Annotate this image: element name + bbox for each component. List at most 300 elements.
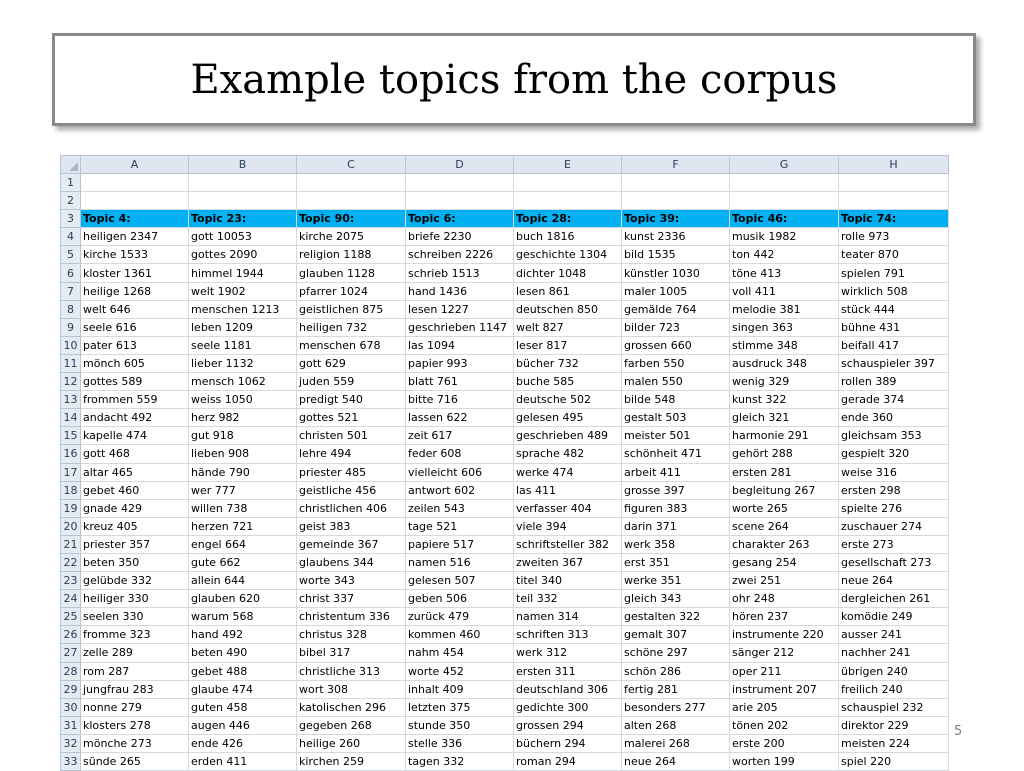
row-number[interactable]: 22 xyxy=(61,553,81,571)
table-cell[interactable]: schriften 313 xyxy=(514,626,622,644)
table-cell[interactable]: priester 357 xyxy=(81,535,189,553)
column-header[interactable]: E xyxy=(514,156,622,174)
table-cell[interactable]: schriftsteller 382 xyxy=(514,535,622,553)
table-cell[interactable]: seele 616 xyxy=(81,318,189,336)
row-number[interactable]: 23 xyxy=(61,572,81,590)
table-cell[interactable] xyxy=(622,192,730,210)
table-cell[interactable]: ausser 241 xyxy=(839,626,949,644)
table-cell[interactable]: schauspieler 397 xyxy=(839,354,949,372)
table-cell[interactable]: geschrieben 1147 xyxy=(406,318,514,336)
row-number[interactable]: 24 xyxy=(61,590,81,608)
table-cell[interactable]: tagen 332 xyxy=(406,753,514,771)
table-cell[interactable]: feder 608 xyxy=(406,445,514,463)
table-cell[interactable]: zwei 251 xyxy=(730,572,839,590)
table-cell[interactable]: las 1094 xyxy=(406,336,514,354)
column-header[interactable]: G xyxy=(730,156,839,174)
table-cell[interactable]: warum 568 xyxy=(189,608,297,626)
table-cell[interactable]: nahm 454 xyxy=(406,644,514,662)
table-cell[interactable]: heiligen 732 xyxy=(297,318,406,336)
row-number[interactable]: 27 xyxy=(61,644,81,662)
table-cell[interactable]: kloster 1361 xyxy=(81,264,189,282)
row-number[interactable]: 32 xyxy=(61,734,81,752)
table-cell[interactable]: welt 1902 xyxy=(189,282,297,300)
table-cell[interactable]: willen 738 xyxy=(189,499,297,517)
table-cell[interactable]: bild 1535 xyxy=(622,246,730,264)
table-cell[interactable] xyxy=(81,192,189,210)
table-cell[interactable]: wirklich 508 xyxy=(839,282,949,300)
table-cell[interactable]: lesen 861 xyxy=(514,282,622,300)
table-cell[interactable]: geist 383 xyxy=(297,517,406,535)
table-cell[interactable] xyxy=(730,192,839,210)
table-cell[interactable]: harmonie 291 xyxy=(730,427,839,445)
table-cell[interactable]: heilige 260 xyxy=(297,734,406,752)
table-cell[interactable]: heilige 1268 xyxy=(81,282,189,300)
table-cell[interactable] xyxy=(297,192,406,210)
table-cell[interactable]: titel 340 xyxy=(514,572,622,590)
table-cell[interactable]: werke 351 xyxy=(622,572,730,590)
table-cell[interactable]: las 411 xyxy=(514,481,622,499)
table-cell[interactable]: menschen 1213 xyxy=(189,300,297,318)
table-cell[interactable]: musik 1982 xyxy=(730,228,839,246)
table-cell[interactable]: fromme 323 xyxy=(81,626,189,644)
table-cell[interactable]: geistlichen 875 xyxy=(297,300,406,318)
table-cell[interactable]: frommen 559 xyxy=(81,391,189,409)
table-cell[interactable]: pater 613 xyxy=(81,336,189,354)
table-cell[interactable]: meister 501 xyxy=(622,427,730,445)
table-cell[interactable]: ton 442 xyxy=(730,246,839,264)
table-cell[interactable]: antwort 602 xyxy=(406,481,514,499)
table-cell[interactable]: direktor 229 xyxy=(839,716,949,734)
table-cell[interactable]: leser 817 xyxy=(514,336,622,354)
table-cell[interactable]: ersten 298 xyxy=(839,481,949,499)
table-cell[interactable]: glauben 1128 xyxy=(297,264,406,282)
topic-header-cell[interactable]: Topic 4: xyxy=(81,210,189,228)
row-number[interactable]: 31 xyxy=(61,716,81,734)
table-cell[interactable]: melodie 381 xyxy=(730,300,839,318)
table-cell[interactable]: christ 337 xyxy=(297,590,406,608)
table-cell[interactable]: vielleicht 606 xyxy=(406,463,514,481)
table-cell[interactable] xyxy=(514,192,622,210)
table-cell[interactable]: hören 237 xyxy=(730,608,839,626)
table-cell[interactable]: priester 485 xyxy=(297,463,406,481)
table-cell[interactable]: christus 328 xyxy=(297,626,406,644)
table-cell[interactable]: gute 662 xyxy=(189,553,297,571)
table-cell[interactable]: charakter 263 xyxy=(730,535,839,553)
table-cell[interactable]: gelesen 507 xyxy=(406,572,514,590)
table-cell[interactable]: gott 468 xyxy=(81,445,189,463)
table-cell[interactable]: ersten 311 xyxy=(514,662,622,680)
table-cell[interactable]: buche 585 xyxy=(514,373,622,391)
table-cell[interactable]: religion 1188 xyxy=(297,246,406,264)
table-cell[interactable]: nachher 241 xyxy=(839,644,949,662)
table-cell[interactable]: glauben 620 xyxy=(189,590,297,608)
row-number[interactable]: 14 xyxy=(61,409,81,427)
table-cell[interactable]: schönheit 471 xyxy=(622,445,730,463)
table-cell[interactable]: glaube 474 xyxy=(189,680,297,698)
table-cell[interactable]: rom 287 xyxy=(81,662,189,680)
table-cell[interactable]: meisten 224 xyxy=(839,734,949,752)
table-cell[interactable]: gelesen 495 xyxy=(514,409,622,427)
table-cell[interactable]: glaubens 344 xyxy=(297,553,406,571)
table-cell[interactable]: hand 492 xyxy=(189,626,297,644)
row-number[interactable]: 19 xyxy=(61,499,81,517)
table-cell[interactable]: spielen 791 xyxy=(839,264,949,282)
table-cell[interactable]: katolischen 296 xyxy=(297,698,406,716)
table-cell[interactable]: gemeinde 367 xyxy=(297,535,406,553)
table-cell[interactable]: lehre 494 xyxy=(297,445,406,463)
topic-header-cell[interactable]: Topic 46: xyxy=(730,210,839,228)
table-cell[interactable]: buch 1816 xyxy=(514,228,622,246)
table-cell[interactable]: bitte 716 xyxy=(406,391,514,409)
topic-header-cell[interactable]: Topic 90: xyxy=(297,210,406,228)
table-cell[interactable]: instrument 207 xyxy=(730,680,839,698)
row-number[interactable]: 2 xyxy=(61,192,81,210)
table-cell[interactable]: komödie 249 xyxy=(839,608,949,626)
column-header[interactable]: C xyxy=(297,156,406,174)
table-cell[interactable]: guten 458 xyxy=(189,698,297,716)
table-cell[interactable]: worte 343 xyxy=(297,572,406,590)
table-cell[interactable]: ende 360 xyxy=(839,409,949,427)
table-cell[interactable]: kommen 460 xyxy=(406,626,514,644)
table-cell[interactable]: geschrieben 489 xyxy=(514,427,622,445)
table-cell[interactable]: bilde 548 xyxy=(622,391,730,409)
table-cell[interactable]: gebet 488 xyxy=(189,662,297,680)
table-cell[interactable]: werke 474 xyxy=(514,463,622,481)
table-cell[interactable]: heiliger 330 xyxy=(81,590,189,608)
table-cell[interactable] xyxy=(514,174,622,192)
table-cell[interactable]: neue 264 xyxy=(622,753,730,771)
table-cell[interactable]: zeit 617 xyxy=(406,427,514,445)
table-cell[interactable]: nonne 279 xyxy=(81,698,189,716)
table-cell[interactable]: weise 316 xyxy=(839,463,949,481)
table-cell[interactable]: ende 426 xyxy=(189,734,297,752)
topic-header-cell[interactable]: Topic 39: xyxy=(622,210,730,228)
table-cell[interactable]: geistliche 456 xyxy=(297,481,406,499)
row-number[interactable]: 5 xyxy=(61,246,81,264)
table-cell[interactable]: stück 444 xyxy=(839,300,949,318)
table-cell[interactable]: sprache 482 xyxy=(514,445,622,463)
table-cell[interactable]: figuren 383 xyxy=(622,499,730,517)
table-cell[interactable]: inhalt 409 xyxy=(406,680,514,698)
table-cell[interactable]: singen 363 xyxy=(730,318,839,336)
table-cell[interactable]: gottes 521 xyxy=(297,409,406,427)
table-cell[interactable]: teil 332 xyxy=(514,590,622,608)
table-cell[interactable]: welt 827 xyxy=(514,318,622,336)
table-cell[interactable]: töne 413 xyxy=(730,264,839,282)
table-cell[interactable]: oper 211 xyxy=(730,662,839,680)
table-cell[interactable]: lieber 1132 xyxy=(189,354,297,372)
table-cell[interactable]: voll 411 xyxy=(730,282,839,300)
table-cell[interactable]: gestalten 322 xyxy=(622,608,730,626)
table-cell[interactable]: gemalt 307 xyxy=(622,626,730,644)
table-cell[interactable]: übrigen 240 xyxy=(839,662,949,680)
topic-header-cell[interactable]: Topic 74: xyxy=(839,210,949,228)
table-cell[interactable]: arie 205 xyxy=(730,698,839,716)
table-cell[interactable]: blatt 761 xyxy=(406,373,514,391)
table-cell[interactable]: gehört 288 xyxy=(730,445,839,463)
table-cell[interactable]: schauspiel 232 xyxy=(839,698,949,716)
table-cell[interactable]: tage 521 xyxy=(406,517,514,535)
table-cell[interactable]: gerade 374 xyxy=(839,391,949,409)
table-cell[interactable]: instrumente 220 xyxy=(730,626,839,644)
table-cell[interactable]: herzen 721 xyxy=(189,517,297,535)
table-cell[interactable]: gestalt 503 xyxy=(622,409,730,427)
table-cell[interactable]: gottes 2090 xyxy=(189,246,297,264)
table-cell[interactable]: mönche 273 xyxy=(81,734,189,752)
table-cell[interactable]: arbeit 411 xyxy=(622,463,730,481)
table-cell[interactable]: gleichsam 353 xyxy=(839,427,949,445)
table-cell[interactable]: scene 264 xyxy=(730,517,839,535)
table-cell[interactable] xyxy=(622,174,730,192)
table-cell[interactable]: zweiten 367 xyxy=(514,553,622,571)
table-cell[interactable]: leben 1209 xyxy=(189,318,297,336)
table-cell[interactable]: jungfrau 283 xyxy=(81,680,189,698)
table-cell[interactable]: werk 358 xyxy=(622,535,730,553)
column-header[interactable]: H xyxy=(839,156,949,174)
table-cell[interactable]: bibel 317 xyxy=(297,644,406,662)
table-cell[interactable]: deutsche 502 xyxy=(514,391,622,409)
row-number[interactable]: 21 xyxy=(61,535,81,553)
table-cell[interactable]: gesang 254 xyxy=(730,553,839,571)
table-cell[interactable]: viele 394 xyxy=(514,517,622,535)
table-cell[interactable]: grossen 294 xyxy=(514,716,622,734)
table-cell[interactable] xyxy=(189,174,297,192)
table-cell[interactable]: zelle 289 xyxy=(81,644,189,662)
table-cell[interactable]: letzten 375 xyxy=(406,698,514,716)
table-cell[interactable]: stimme 348 xyxy=(730,336,839,354)
table-cell[interactable]: begleitung 267 xyxy=(730,481,839,499)
table-cell[interactable]: ersten 281 xyxy=(730,463,839,481)
table-cell[interactable]: klosters 278 xyxy=(81,716,189,734)
table-cell[interactable]: lieben 908 xyxy=(189,445,297,463)
table-cell[interactable]: welt 646 xyxy=(81,300,189,318)
table-cell[interactable]: gleich 343 xyxy=(622,590,730,608)
table-cell[interactable]: christen 501 xyxy=(297,427,406,445)
table-cell[interactable]: gleich 321 xyxy=(730,409,839,427)
table-cell[interactable]: beten 490 xyxy=(189,644,297,662)
table-cell[interactable]: erst 351 xyxy=(622,553,730,571)
row-number[interactable]: 3 xyxy=(61,210,81,228)
table-cell[interactable]: schöne 297 xyxy=(622,644,730,662)
table-cell[interactable]: malen 550 xyxy=(622,373,730,391)
topic-header-cell[interactable]: Topic 23: xyxy=(189,210,297,228)
table-cell[interactable]: hand 1436 xyxy=(406,282,514,300)
row-number[interactable]: 16 xyxy=(61,445,81,463)
table-cell[interactable]: engel 664 xyxy=(189,535,297,553)
table-cell[interactable]: fertig 281 xyxy=(622,680,730,698)
table-cell[interactable]: gut 918 xyxy=(189,427,297,445)
table-cell[interactable]: grosse 397 xyxy=(622,481,730,499)
table-cell[interactable]: freilich 240 xyxy=(839,680,949,698)
table-cell[interactable]: deutschland 306 xyxy=(514,680,622,698)
column-header[interactable]: B xyxy=(189,156,297,174)
table-cell[interactable]: hände 790 xyxy=(189,463,297,481)
table-cell[interactable]: gemälde 764 xyxy=(622,300,730,318)
table-cell[interactable]: worte 452 xyxy=(406,662,514,680)
table-cell[interactable]: besonders 277 xyxy=(622,698,730,716)
table-cell[interactable]: tönen 202 xyxy=(730,716,839,734)
table-cell[interactable]: gott 10053 xyxy=(189,228,297,246)
table-cell[interactable]: werk 312 xyxy=(514,644,622,662)
table-cell[interactable]: briefe 2230 xyxy=(406,228,514,246)
column-header[interactable]: F xyxy=(622,156,730,174)
table-cell[interactable]: rolle 973 xyxy=(839,228,949,246)
row-number[interactable]: 8 xyxy=(61,300,81,318)
row-number[interactable]: 17 xyxy=(61,463,81,481)
table-cell[interactable]: ohr 248 xyxy=(730,590,839,608)
table-cell[interactable]: dergleichen 261 xyxy=(839,590,949,608)
table-cell[interactable]: namen 516 xyxy=(406,553,514,571)
table-cell[interactable]: papier 993 xyxy=(406,354,514,372)
table-cell[interactable]: gott 629 xyxy=(297,354,406,372)
table-cell[interactable]: kunst 322 xyxy=(730,391,839,409)
table-cell[interactable]: maler 1005 xyxy=(622,282,730,300)
table-cell[interactable]: bücher 732 xyxy=(514,354,622,372)
table-cell[interactable]: erste 273 xyxy=(839,535,949,553)
table-cell[interactable]: geschichte 1304 xyxy=(514,246,622,264)
row-number[interactable]: 15 xyxy=(61,427,81,445)
row-number[interactable]: 30 xyxy=(61,698,81,716)
table-cell[interactable]: mensch 1062 xyxy=(189,373,297,391)
table-cell[interactable]: beten 350 xyxy=(81,553,189,571)
table-cell[interactable]: beifall 417 xyxy=(839,336,949,354)
table-cell[interactable]: gesellschaft 273 xyxy=(839,553,949,571)
table-cell[interactable]: herz 982 xyxy=(189,409,297,427)
table-cell[interactable]: alten 268 xyxy=(622,716,730,734)
row-number[interactable]: 4 xyxy=(61,228,81,246)
row-number[interactable]: 28 xyxy=(61,662,81,680)
table-cell[interactable]: zuschauer 274 xyxy=(839,517,949,535)
table-cell[interactable]: lassen 622 xyxy=(406,409,514,427)
table-cell[interactable]: kunst 2336 xyxy=(622,228,730,246)
table-cell[interactable]: wer 777 xyxy=(189,481,297,499)
table-cell[interactable]: farben 550 xyxy=(622,354,730,372)
table-cell[interactable]: pfarrer 1024 xyxy=(297,282,406,300)
table-cell[interactable]: stunde 350 xyxy=(406,716,514,734)
table-cell[interactable]: büchern 294 xyxy=(514,734,622,752)
table-cell[interactable]: neue 264 xyxy=(839,572,949,590)
table-cell[interactable]: grossen 660 xyxy=(622,336,730,354)
table-cell[interactable]: deutschen 850 xyxy=(514,300,622,318)
table-cell[interactable]: geben 506 xyxy=(406,590,514,608)
table-cell[interactable]: predigt 540 xyxy=(297,391,406,409)
table-cell[interactable]: altar 465 xyxy=(81,463,189,481)
table-cell[interactable] xyxy=(406,192,514,210)
table-cell[interactable]: sänger 212 xyxy=(730,644,839,662)
table-cell[interactable]: zeilen 543 xyxy=(406,499,514,517)
table-cell[interactable] xyxy=(406,174,514,192)
row-number[interactable]: 18 xyxy=(61,481,81,499)
table-cell[interactable]: worte 265 xyxy=(730,499,839,517)
table-cell[interactable]: christlichen 406 xyxy=(297,499,406,517)
table-cell[interactable]: stelle 336 xyxy=(406,734,514,752)
table-cell[interactable]: gegeben 268 xyxy=(297,716,406,734)
column-header[interactable]: D xyxy=(406,156,514,174)
table-cell[interactable]: teater 870 xyxy=(839,246,949,264)
row-number[interactable]: 33 xyxy=(61,753,81,771)
table-cell[interactable]: spiel 220 xyxy=(839,753,949,771)
table-cell[interactable]: bilder 723 xyxy=(622,318,730,336)
table-cell[interactable]: himmel 1944 xyxy=(189,264,297,282)
table-cell[interactable]: menschen 678 xyxy=(297,336,406,354)
row-number[interactable]: 25 xyxy=(61,608,81,626)
table-cell[interactable]: gelübde 332 xyxy=(81,572,189,590)
row-number[interactable]: 20 xyxy=(61,517,81,535)
table-cell[interactable]: kapelle 474 xyxy=(81,427,189,445)
table-cell[interactable]: malerei 268 xyxy=(622,734,730,752)
table-cell[interactable]: kirchen 259 xyxy=(297,753,406,771)
row-number[interactable]: 26 xyxy=(61,626,81,644)
table-cell[interactable]: lesen 1227 xyxy=(406,300,514,318)
row-number[interactable]: 11 xyxy=(61,354,81,372)
table-cell[interactable]: bühne 431 xyxy=(839,318,949,336)
table-cell[interactable]: mönch 605 xyxy=(81,354,189,372)
row-number[interactable]: 6 xyxy=(61,264,81,282)
table-cell[interactable]: erste 200 xyxy=(730,734,839,752)
row-number[interactable]: 13 xyxy=(61,391,81,409)
table-cell[interactable]: seelen 330 xyxy=(81,608,189,626)
table-cell[interactable] xyxy=(839,192,949,210)
table-cell[interactable]: kirche 1533 xyxy=(81,246,189,264)
table-cell[interactable]: seele 1181 xyxy=(189,336,297,354)
table-cell[interactable] xyxy=(189,192,297,210)
row-number[interactable]: 9 xyxy=(61,318,81,336)
table-cell[interactable] xyxy=(81,174,189,192)
table-cell[interactable] xyxy=(297,174,406,192)
table-cell[interactable]: sünde 265 xyxy=(81,753,189,771)
table-cell[interactable]: christliche 313 xyxy=(297,662,406,680)
table-cell[interactable]: schrieb 1513 xyxy=(406,264,514,282)
table-cell[interactable]: namen 314 xyxy=(514,608,622,626)
table-cell[interactable]: kreuz 405 xyxy=(81,517,189,535)
table-cell[interactable]: kirche 2075 xyxy=(297,228,406,246)
table-cell[interactable]: gnade 429 xyxy=(81,499,189,517)
table-cell[interactable]: juden 559 xyxy=(297,373,406,391)
table-cell[interactable]: künstler 1030 xyxy=(622,264,730,282)
table-cell[interactable]: allein 644 xyxy=(189,572,297,590)
table-cell[interactable]: darin 371 xyxy=(622,517,730,535)
topic-header-cell[interactable]: Topic 6: xyxy=(406,210,514,228)
row-number[interactable]: 29 xyxy=(61,680,81,698)
row-number[interactable]: 1 xyxy=(61,174,81,192)
table-cell[interactable]: papiere 517 xyxy=(406,535,514,553)
table-cell[interactable]: gespielt 320 xyxy=(839,445,949,463)
table-cell[interactable]: gottes 589 xyxy=(81,373,189,391)
table-cell[interactable]: heiligen 2347 xyxy=(81,228,189,246)
table-cell[interactable]: ausdruck 348 xyxy=(730,354,839,372)
table-cell[interactable]: dichter 1048 xyxy=(514,264,622,282)
column-header[interactable]: A xyxy=(81,156,189,174)
table-cell[interactable]: spielte 276 xyxy=(839,499,949,517)
table-cell[interactable] xyxy=(730,174,839,192)
row-number[interactable]: 10 xyxy=(61,336,81,354)
table-cell[interactable] xyxy=(839,174,949,192)
select-all-corner[interactable] xyxy=(61,156,81,174)
table-cell[interactable]: erden 411 xyxy=(189,753,297,771)
table-cell[interactable]: weiss 1050 xyxy=(189,391,297,409)
topic-header-cell[interactable]: Topic 28: xyxy=(514,210,622,228)
table-cell[interactable]: schön 286 xyxy=(622,662,730,680)
row-number[interactable]: 12 xyxy=(61,373,81,391)
table-cell[interactable]: andacht 492 xyxy=(81,409,189,427)
table-cell[interactable]: augen 446 xyxy=(189,716,297,734)
table-cell[interactable]: roman 294 xyxy=(514,753,622,771)
table-cell[interactable]: schreiben 2226 xyxy=(406,246,514,264)
table-cell[interactable]: worten 199 xyxy=(730,753,839,771)
table-cell[interactable]: gebet 460 xyxy=(81,481,189,499)
table-cell[interactable]: christentum 336 xyxy=(297,608,406,626)
table-cell[interactable]: zurück 479 xyxy=(406,608,514,626)
